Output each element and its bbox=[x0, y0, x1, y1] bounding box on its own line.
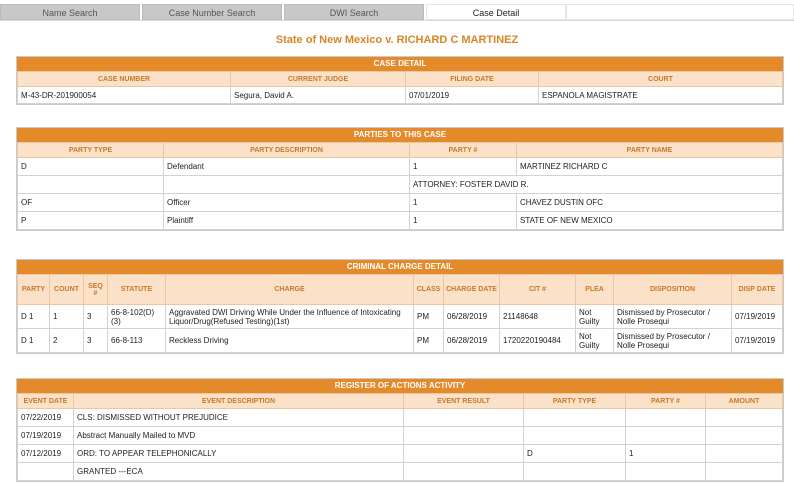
column-header: AMOUNT bbox=[706, 394, 783, 409]
party-type bbox=[18, 176, 164, 194]
tab-dwi-search[interactable]: DWI Search bbox=[284, 4, 424, 20]
party-description: Defendant bbox=[164, 158, 410, 176]
case-number: M-43-DR-201900054 bbox=[18, 87, 231, 104]
charges-panel bbox=[16, 259, 784, 354]
party: D 1 bbox=[18, 329, 50, 353]
column-header: PARTY # bbox=[626, 394, 706, 409]
charge: Reckless Driving bbox=[166, 329, 414, 353]
column-header: CHARGE bbox=[166, 275, 414, 305]
event-date: 07/12/2019 bbox=[18, 445, 74, 463]
party-number: 1 bbox=[410, 194, 517, 212]
party-description bbox=[164, 176, 410, 194]
event-result bbox=[404, 409, 524, 427]
party-type: D bbox=[18, 158, 164, 176]
column-header: PARTY TYPE bbox=[18, 143, 164, 158]
cit-number: 1720220190484 bbox=[500, 329, 576, 353]
party-number bbox=[626, 409, 706, 427]
parties-title: PARTIES TO THIS CASE bbox=[17, 128, 783, 142]
table-row bbox=[18, 212, 783, 230]
event-result bbox=[404, 427, 524, 445]
amount bbox=[706, 427, 783, 445]
event-description: CLS: DISMISSED WITHOUT PREJUDICE bbox=[74, 409, 404, 427]
event-result bbox=[404, 445, 524, 463]
table-row bbox=[18, 158, 783, 176]
table-header-row bbox=[18, 275, 783, 305]
tab-bar bbox=[0, 0, 794, 22]
party-description: Plaintiff bbox=[164, 212, 410, 230]
charge-date: 06/28/2019 bbox=[444, 329, 500, 353]
party-number: 1 bbox=[410, 212, 517, 230]
disposition: Dismissed by Prosecutor / Nolle Prosequi bbox=[614, 305, 732, 329]
parties-panel bbox=[16, 127, 784, 231]
charges-table bbox=[17, 274, 783, 353]
column-header: CASE NUMBER bbox=[18, 72, 231, 87]
table-row bbox=[18, 194, 783, 212]
column-header: CIT # bbox=[500, 275, 576, 305]
column-header: CLASS bbox=[414, 275, 444, 305]
column-header: PARTY bbox=[18, 275, 50, 305]
column-header: DISPOSITION bbox=[614, 275, 732, 305]
column-header: PARTY DESCRIPTION bbox=[164, 143, 410, 158]
count: 1 bbox=[50, 305, 84, 329]
party-number: 1 bbox=[410, 158, 517, 176]
statute: 66-8-113 bbox=[108, 329, 166, 353]
party-type: P bbox=[18, 212, 164, 230]
actions-title: REGISTER OF ACTIONS ACTIVITY bbox=[17, 379, 783, 393]
column-header: COURT bbox=[539, 72, 783, 87]
class: PM bbox=[414, 329, 444, 353]
tab-bar-spacer bbox=[566, 4, 794, 20]
table-row bbox=[18, 445, 783, 463]
table-row bbox=[18, 176, 783, 194]
table-header-row bbox=[18, 143, 783, 158]
tab-divider bbox=[0, 20, 794, 21]
disposition: Dismissed by Prosecutor / Nolle Prosequi bbox=[614, 329, 732, 353]
column-header: SEQ # bbox=[84, 275, 108, 305]
party-name: CHAVEZ DUSTIN OFC bbox=[517, 194, 783, 212]
cit-number: 21148648 bbox=[500, 305, 576, 329]
column-header: PARTY NAME bbox=[517, 143, 783, 158]
column-header: EVENT RESULT bbox=[404, 394, 524, 409]
amount bbox=[706, 445, 783, 463]
party-number bbox=[626, 427, 706, 445]
column-header: FILING DATE bbox=[406, 72, 539, 87]
amount bbox=[706, 463, 783, 481]
plea: Not Guilty bbox=[576, 305, 614, 329]
column-header: DISP DATE bbox=[732, 275, 783, 305]
tab-case-number-search[interactable]: Case Number Search bbox=[142, 4, 282, 20]
attorney: ATTORNEY: FOSTER DAVID R. bbox=[410, 176, 783, 194]
court: ESPANOLA MAGISTRATE bbox=[539, 87, 783, 104]
charges-title: CRIMINAL CHARGE DETAIL bbox=[17, 260, 783, 274]
column-header: STATUTE bbox=[108, 275, 166, 305]
party-type bbox=[524, 427, 626, 445]
table-row bbox=[18, 409, 783, 427]
disp-date: 07/19/2019 bbox=[732, 305, 783, 329]
seq: 3 bbox=[84, 329, 108, 353]
table-row bbox=[18, 329, 783, 353]
event-description: Abstract Manually Mailed to MVD bbox=[74, 427, 404, 445]
event-date: 07/22/2019 bbox=[18, 409, 74, 427]
party-description: Officer bbox=[164, 194, 410, 212]
actions-panel bbox=[16, 378, 784, 482]
case-detail-title: CASE DETAIL bbox=[17, 57, 783, 71]
class: PM bbox=[414, 305, 444, 329]
table-header-row bbox=[18, 394, 783, 409]
filing-date: 07/01/2019 bbox=[406, 87, 539, 104]
tab-case-detail[interactable]: Case Detail bbox=[426, 4, 566, 20]
case-detail-panel bbox=[16, 56, 784, 105]
party-type bbox=[524, 409, 626, 427]
party-number bbox=[626, 463, 706, 481]
tab-name-search[interactable]: Name Search bbox=[0, 4, 140, 20]
current-judge: Segura, David A. bbox=[231, 87, 406, 104]
column-header: EVENT DESCRIPTION bbox=[74, 394, 404, 409]
column-header: COUNT bbox=[50, 275, 84, 305]
party-type: D bbox=[524, 445, 626, 463]
disp-date: 07/19/2019 bbox=[732, 329, 783, 353]
case-detail-table bbox=[17, 71, 783, 104]
amount bbox=[706, 409, 783, 427]
seq: 3 bbox=[84, 305, 108, 329]
event-description: ORD: TO APPEAR TELEPHONICALLY bbox=[74, 445, 404, 463]
party: D 1 bbox=[18, 305, 50, 329]
event-result bbox=[404, 463, 524, 481]
table-row bbox=[18, 305, 783, 329]
statute: 66-8-102(D) (3) bbox=[108, 305, 166, 329]
party-number: 1 bbox=[626, 445, 706, 463]
column-header: EVENT DATE bbox=[18, 394, 74, 409]
column-header: PARTY # bbox=[410, 143, 517, 158]
table-header-row bbox=[18, 72, 783, 87]
party-type bbox=[524, 463, 626, 481]
table-row bbox=[18, 463, 783, 481]
charge-date: 06/28/2019 bbox=[444, 305, 500, 329]
column-header: CHARGE DATE bbox=[444, 275, 500, 305]
parties-table bbox=[17, 142, 783, 230]
event-date bbox=[18, 463, 74, 481]
party-name: STATE OF NEW MEXICO bbox=[517, 212, 783, 230]
charge: Aggravated DWI Driving While Under the Influence of Intoxicating Liquor/Drug(Refused Testing)(1st) bbox=[166, 305, 414, 329]
count: 2 bbox=[50, 329, 84, 353]
actions-table bbox=[17, 393, 783, 481]
plea: Not Guilty bbox=[576, 329, 614, 353]
party-name: MARTINEZ RICHARD C bbox=[517, 158, 783, 176]
event-date: 07/19/2019 bbox=[18, 427, 74, 445]
event-description: GRANTED ---ECA bbox=[74, 463, 404, 481]
table-row bbox=[18, 427, 783, 445]
column-header: CURRENT JUDGE bbox=[231, 72, 406, 87]
page-title: State of New Mexico v. RICHARD C MARTINEZ bbox=[275, 34, 519, 46]
column-header: PARTY TYPE bbox=[524, 394, 626, 409]
column-header: PLEA bbox=[576, 275, 614, 305]
table-row bbox=[18, 87, 783, 104]
party-type: OF bbox=[18, 194, 164, 212]
